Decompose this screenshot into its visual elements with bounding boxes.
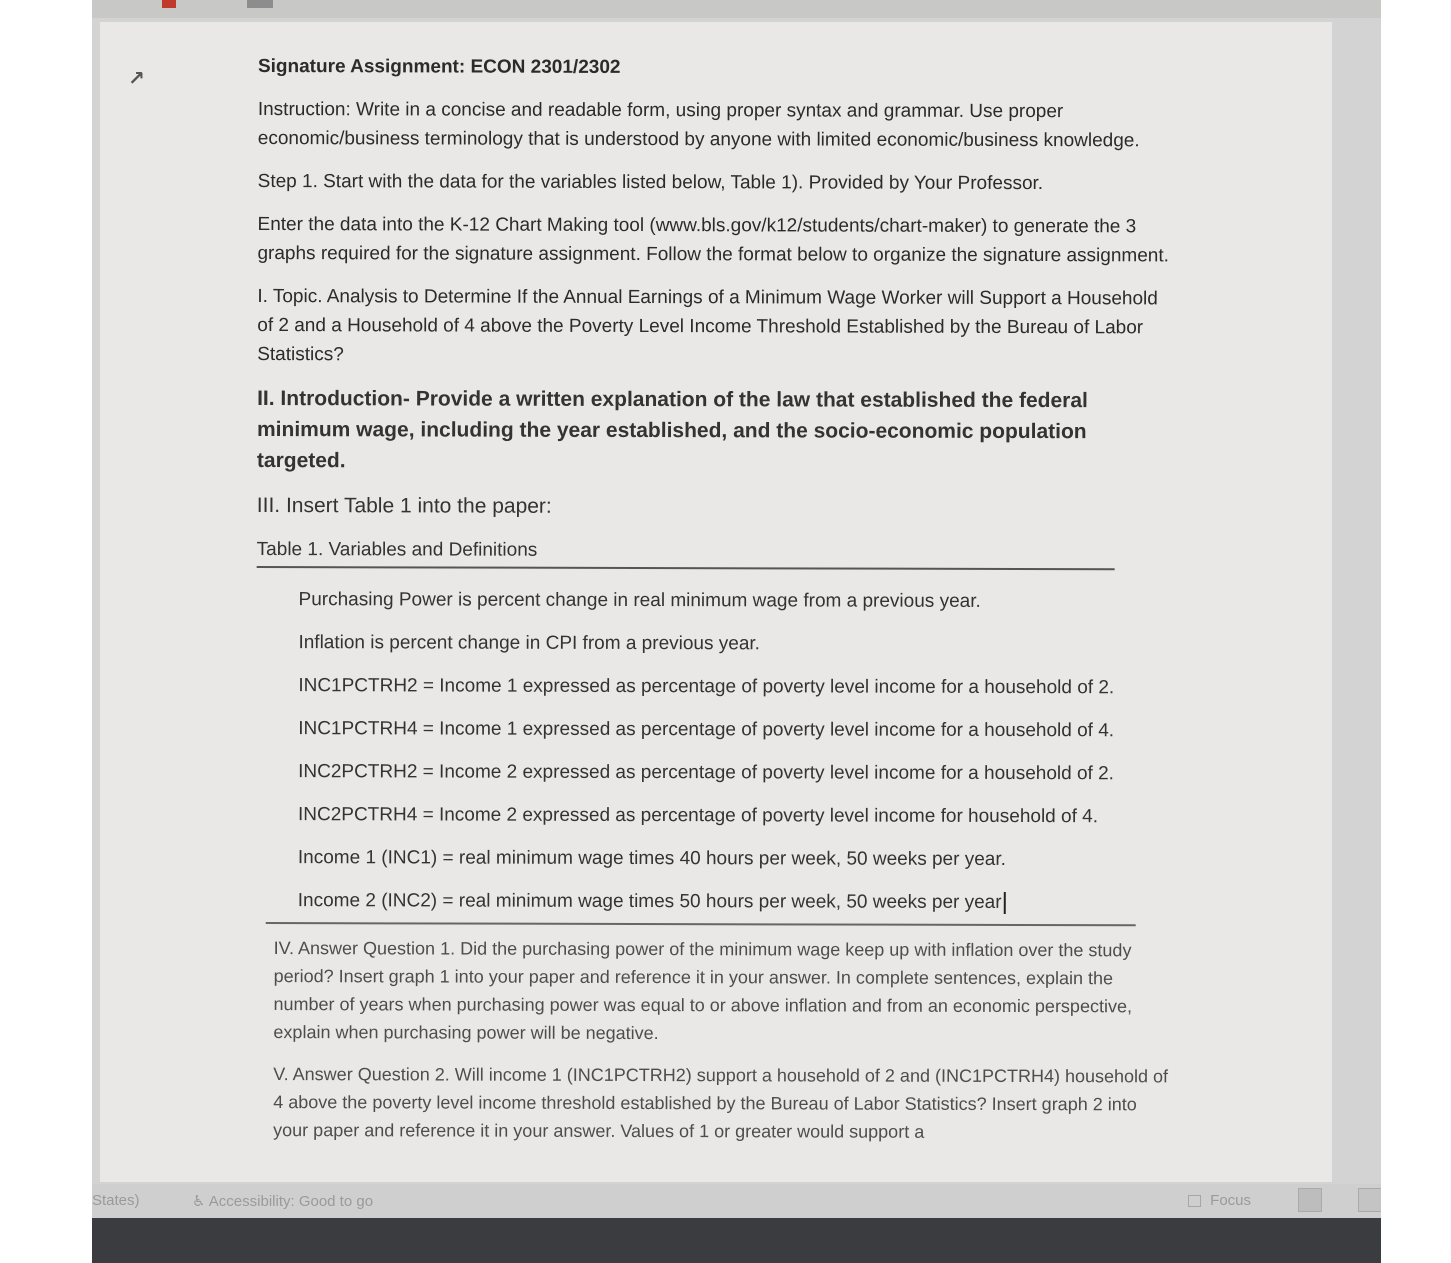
- topic-paragraph: I. Topic. Analysis to Determine If the Annual Earnings of a Minimum Wage Worker will Support a Household of 2 and a Household of 4 above the Poverty Level Income Threshold Established by the Bureau of Labor Statistics?: [257, 285, 1158, 366]
- insert-table-heading: III. Insert Table 1 into the paper:: [256, 493, 552, 518]
- introduction-paragraph: II. Introduction- Provide a written explanation of the law that established the federal minimum wage, including the year established, and the socio-economic population targeted.: [256, 386, 1088, 473]
- accessibility-icon: ♿: [192, 1193, 206, 1210]
- table-row: INC2PCTRH2 = Income 2 expressed as percentage of poverty level income for a household of 2.: [298, 761, 1115, 785]
- table-row-text: Income 2 (INC2) = real minimum wage times 50 hours per week, 50 weeks per year: [297, 890, 1002, 913]
- focus-icon: [1188, 1195, 1201, 1207]
- accessibility-label: Accessibility: Good to go: [208, 1193, 374, 1210]
- table-row: INC2PCTRH4 = Income 2 expressed as percentage of poverty level income for household of 4.: [297, 804, 1099, 828]
- focus-button[interactable]: [1188, 1192, 1251, 1209]
- document-page[interactable]: [100, 22, 1332, 1182]
- table-row-last: [298, 879, 1176, 924]
- taskbar: [92, 1218, 1381, 1263]
- table-caption: Table 1. Variables and Definitions: [257, 535, 1115, 570]
- accessibility-status[interactable]: [192, 1192, 373, 1210]
- enter-data-paragraph: Enter the data into the K-12 Chart Making tool (www.bls.gov/k12/students/chart-maker) to generate the 3 graphs required for the signature assignment. Follow the format below to organize the signature assignment.: [257, 213, 1169, 267]
- variables-table: [256, 578, 1177, 924]
- text-cursor: [1004, 892, 1006, 914]
- language-status[interactable]: States): [92, 1192, 140, 1209]
- question1-paragraph: IV. Answer Question 1. Did the purchasing power of the minimum wage keep up with inflation over the study period? Insert graph 1 into your paper and reference it in your answer. In complete sentences, explain the number of years when purchasing power was equal to or above inflation and from an economic perspective, explain when purchasing power will be negative.: [273, 938, 1133, 1044]
- table-row: INC1PCTRH2 = Income 1 expressed as percentage of poverty level income for a household of 2.: [298, 675, 1115, 699]
- print-layout-icon[interactable]: [1298, 1188, 1322, 1212]
- status-bar: [92, 1184, 1381, 1218]
- document-body[interactable]: [255, 52, 1178, 1160]
- table-row: Purchasing Power is percent change in real minimum wage from a previous year.: [298, 589, 981, 612]
- ribbon-red-mark: [162, 0, 176, 8]
- table-row: Income 1 (INC1) = real minimum wage times 40 hours per week, 50 weeks per year.: [297, 847, 1006, 870]
- web-layout-icon[interactable]: [1358, 1188, 1381, 1212]
- margin-marker-icon: ↗: [128, 68, 145, 90]
- document-title: Signature Assignment: ECON 2301/2302: [257, 55, 621, 78]
- monitor-screen: [92, 0, 1381, 1263]
- instruction-paragraph: Instruction: Write in a concise and readable form, using proper syntax and grammar. Use proper economic/business terminology that is understood by anyone with limited economic/business knowledge.: [257, 98, 1140, 152]
- ribbon-edge: [92, 0, 1381, 18]
- question2-paragraph: V. Answer Question 2. Will income 1 (INC1PCTRH2) support a household of 2 and (INC1PCTRH4) household of 4 above the poverty level income threshold established by the Bureau of Labor Statistics? Insert graph 2 into your paper and reference it in your answer. Values of 1 or greater would support a: [273, 1064, 1169, 1142]
- step1-paragraph: Step 1. Start with the data for the variables listed below, Table 1). Provided by Your Professor.: [257, 170, 1044, 195]
- table-row: INC1PCTRH4 = Income 1 expressed as percentage of poverty level income for a household of 4.: [298, 718, 1115, 742]
- focus-label: Focus: [1210, 1192, 1252, 1209]
- table-row: Inflation is percent change in CPI from a previous year.: [298, 632, 761, 655]
- ribbon-gray-mark: [247, 0, 273, 8]
